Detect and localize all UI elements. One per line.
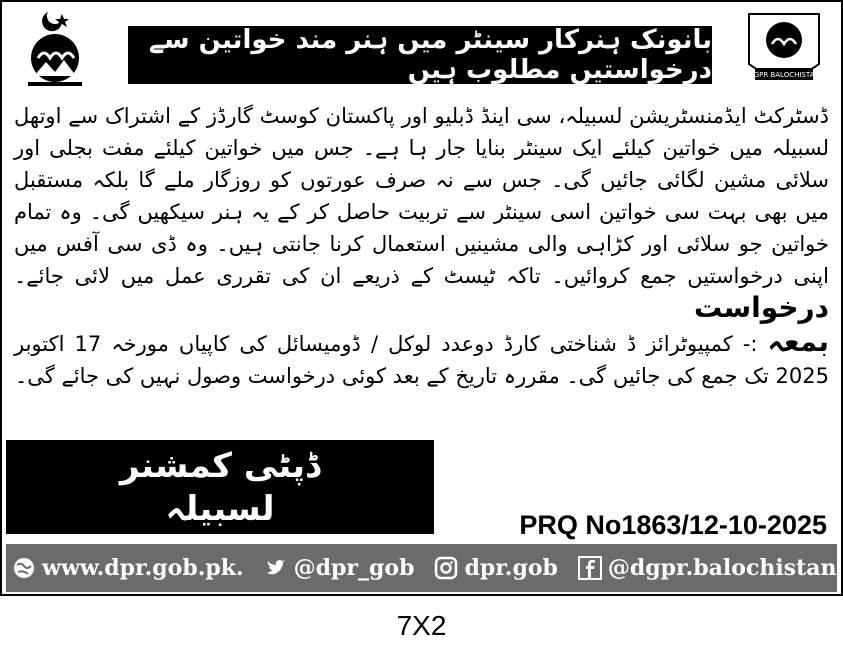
facebook-icon (578, 556, 602, 580)
ad-size-label: 7X2 (396, 610, 447, 641)
notice-paragraph (14, 100, 829, 326)
signatory-district: لسبیلہ (165, 489, 275, 529)
facebook-handle: @dgpr.balochistan (607, 555, 837, 581)
twitter-link[interactable] (258, 544, 421, 592)
balochistan-emblem-icon (18, 8, 92, 88)
dgpr-logo-icon (739, 10, 829, 94)
attachments-label: بمعہ (767, 325, 829, 358)
website-link[interactable] (6, 544, 250, 592)
paragraph-text: ڈسٹرکٹ ایڈمنسٹریشن لسبیلہ، سی اینڈ ڈبلیو اور پاکستان کوسٹ گارڈز کے اشتراک سے اوتھل لسبیلہ میں خواتین کیلئے ایک سینٹر بنایا جار ہا ہے۔ جس میں خواتین کیلئے مفت بجلی اور سلائی مشین لگائی جائیں گی۔ جس سے نہ صرف عورتوں کو روزگار ملے گا بلکہ مستقبل میں بھی بہت سی خواتین اسی سینٹر سے تربیت حاصل کر کے یہ ہنر سیکھیں گی۔ وہ تمام خواتین جو سلائی اور کڑاہی والی مشینیں استعمال کرنا جانتی ہیں۔ وہ ڈی سی آفس میں اپنی درخواستیں جمع کروائیں۔ تاکہ ٹیسٹ کے ذریعے ان کی تقرری عمل میں لائی جائے۔ (14, 104, 829, 288)
signatory-title: ڈپٹی کمشنر (119, 446, 321, 486)
logo-caption: DGPR BALOCHISTAN (748, 71, 820, 79)
prq-number: PRQ No1863/12-10-2025 (519, 510, 827, 540)
facebook-link[interactable] (572, 544, 843, 592)
headline-text: بانونک ہنرکار سینٹر میں ہنر مند خواتین سے درخواستیں مطلوب ہیں (148, 25, 712, 85)
twitter-handle: @dpr_gob (293, 555, 415, 581)
globe-icon (12, 556, 36, 580)
application-heading: درخواست (694, 291, 829, 324)
headline-banner (128, 26, 712, 84)
instagram-icon (434, 556, 458, 580)
footer-bar (6, 544, 837, 592)
attachments-paragraph (14, 326, 829, 392)
website-text: www.dpr.gob.pk. (42, 555, 244, 581)
instagram-handle: dpr.gob (464, 555, 558, 581)
signature-block (6, 440, 434, 534)
twitter-icon (264, 556, 288, 580)
instagram-link[interactable] (428, 544, 563, 592)
notice-body (14, 100, 829, 430)
attachments-text: :- کمپیوٹرائز ڈ شناختی کارڈ دوعدد لوکل / ڈومیسائل کی کاپیاں مورخہ 17 اکتوبر 2025 تک جمع کی جائیں گی۔ مقررہ تاریخ کے بعد کوئی درخواست وصول نہیں کی جائے گی۔ (14, 332, 829, 388)
